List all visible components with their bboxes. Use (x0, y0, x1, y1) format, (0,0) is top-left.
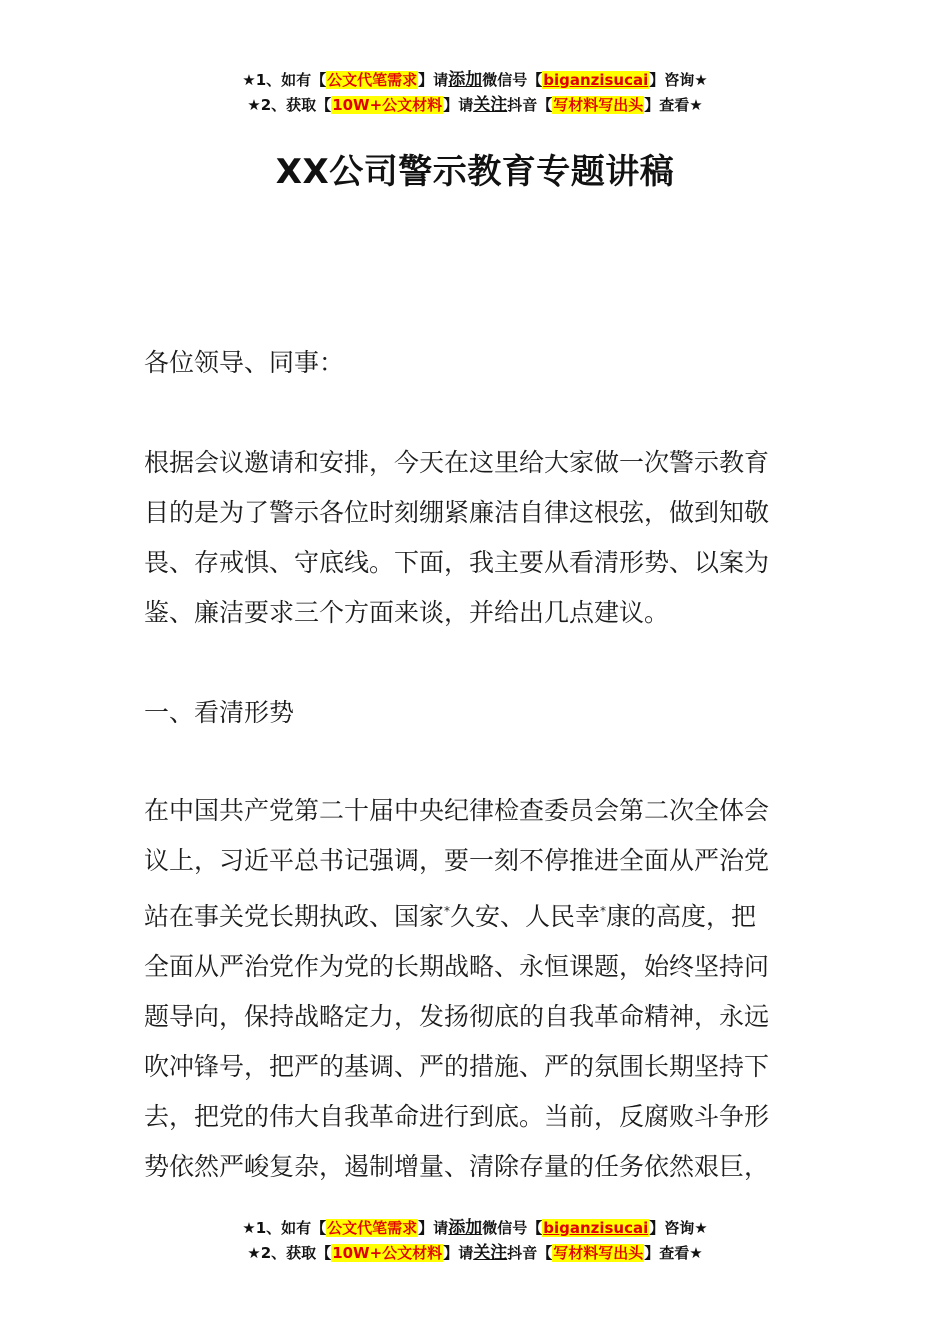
text-line: 根据会议邀请和安排，今天在这里给大家做一次警示教育 (144, 448, 770, 477)
highlight-materials: 10W+公文材料 (332, 1244, 443, 1262)
text-line: 吹冲锋号，把严的基调、严的措施、严的氛围长期坚持下 (144, 1052, 770, 1081)
text-line: 畏、存戒惧、守底线。下面，我主要从看清形势、以案为 (144, 548, 770, 577)
redaction-mark: * (444, 904, 451, 918)
text-line: 议上，习近平总书记强调，要一刻不停推进全面从严治党 (144, 846, 770, 875)
banner-line-1 (0, 68, 950, 93)
banner-text: 】请 (418, 1219, 449, 1237)
banner-text: 】请 (443, 96, 474, 114)
text-line (144, 886, 812, 942)
banner-text: 】请 (443, 1244, 474, 1262)
wechat-id-link[interactable]: biganzisucai (543, 1219, 649, 1237)
salutation (144, 338, 812, 388)
emphasis-follow: 关注 (473, 1243, 508, 1263)
text-line: 目的是为了警示各位时刻绷紧廉洁自律这根弦，做到知敬 (144, 498, 770, 527)
banner-line-1 (0, 1216, 950, 1241)
document-title: XX公司警示教育专题讲稿 (275, 152, 675, 192)
banner-text: 抖音【 (507, 96, 553, 114)
text-segment: 站在事关党长期执政、国家 (144, 902, 445, 931)
highlight-service: 公文代笔需求 (327, 1219, 418, 1237)
highlight-materials: 10W+公文材料 (332, 96, 443, 114)
banner-text: ★1、如有【 (242, 71, 327, 89)
banner-text: 微信号【 (482, 1219, 543, 1237)
banner-text: ★2、获取【 (247, 1244, 332, 1262)
wechat-id-link[interactable]: biganzisucai (543, 71, 649, 89)
banner-text: ★2、获取【 (247, 96, 332, 114)
text-line: 鉴、廉洁要求三个方面来谈，并给出几点建议。 (144, 598, 670, 627)
text-segment: 康的高度，把 (606, 902, 757, 931)
salutation-text: 各位领导、同事： (144, 348, 345, 377)
ad-banner-bottom (0, 1216, 950, 1266)
banner-text: 】咨询★ (649, 1219, 708, 1237)
banner-text: ★1、如有【 (242, 1219, 327, 1237)
highlight-service: 公文代笔需求 (327, 71, 418, 89)
banner-text: 抖音【 (507, 1244, 553, 1262)
emphasis-add: 添加 (448, 1218, 483, 1238)
banner-text: 】查看★ (644, 96, 703, 114)
banner-text: 】请 (418, 71, 449, 89)
section-heading-text: 一、看清形势 (144, 698, 295, 727)
text-line: 势依然严峻复杂，遏制增量、清除存量的任务依然艰巨， (144, 1152, 770, 1181)
redaction-mark: * (600, 904, 607, 918)
banner-text: 微信号【 (482, 71, 543, 89)
banner-line-2 (0, 93, 950, 118)
intro-paragraph (144, 438, 812, 638)
banner-line-2 (0, 1241, 950, 1266)
emphasis-add: 添加 (448, 70, 483, 90)
ad-banner-top (0, 68, 950, 118)
section-heading (144, 688, 812, 738)
banner-text: 】查看★ (644, 1244, 703, 1262)
douyin-account-link[interactable]: 写材料写出头 (553, 1244, 644, 1262)
text-segment: 久安、人民幸 (450, 902, 601, 931)
text-line: 题导向，保持战略定力，发扬彻底的自我革命精神，永远 (144, 1002, 770, 1031)
section-body (144, 786, 812, 1192)
emphasis-follow: 关注 (473, 95, 508, 115)
banner-text: 】咨询★ (649, 71, 708, 89)
text-line: 在中国共产党第二十届中央纪律检查委员会第二次全体会 (144, 796, 770, 825)
text-line: 去，把党的伟大自我革命进行到底。当前，反腐败斗争形 (144, 1102, 770, 1131)
douyin-account-link[interactable]: 写材料写出头 (553, 96, 644, 114)
text-line: 全面从严治党作为党的长期战略、永恒课题，始终坚持问 (144, 952, 770, 981)
